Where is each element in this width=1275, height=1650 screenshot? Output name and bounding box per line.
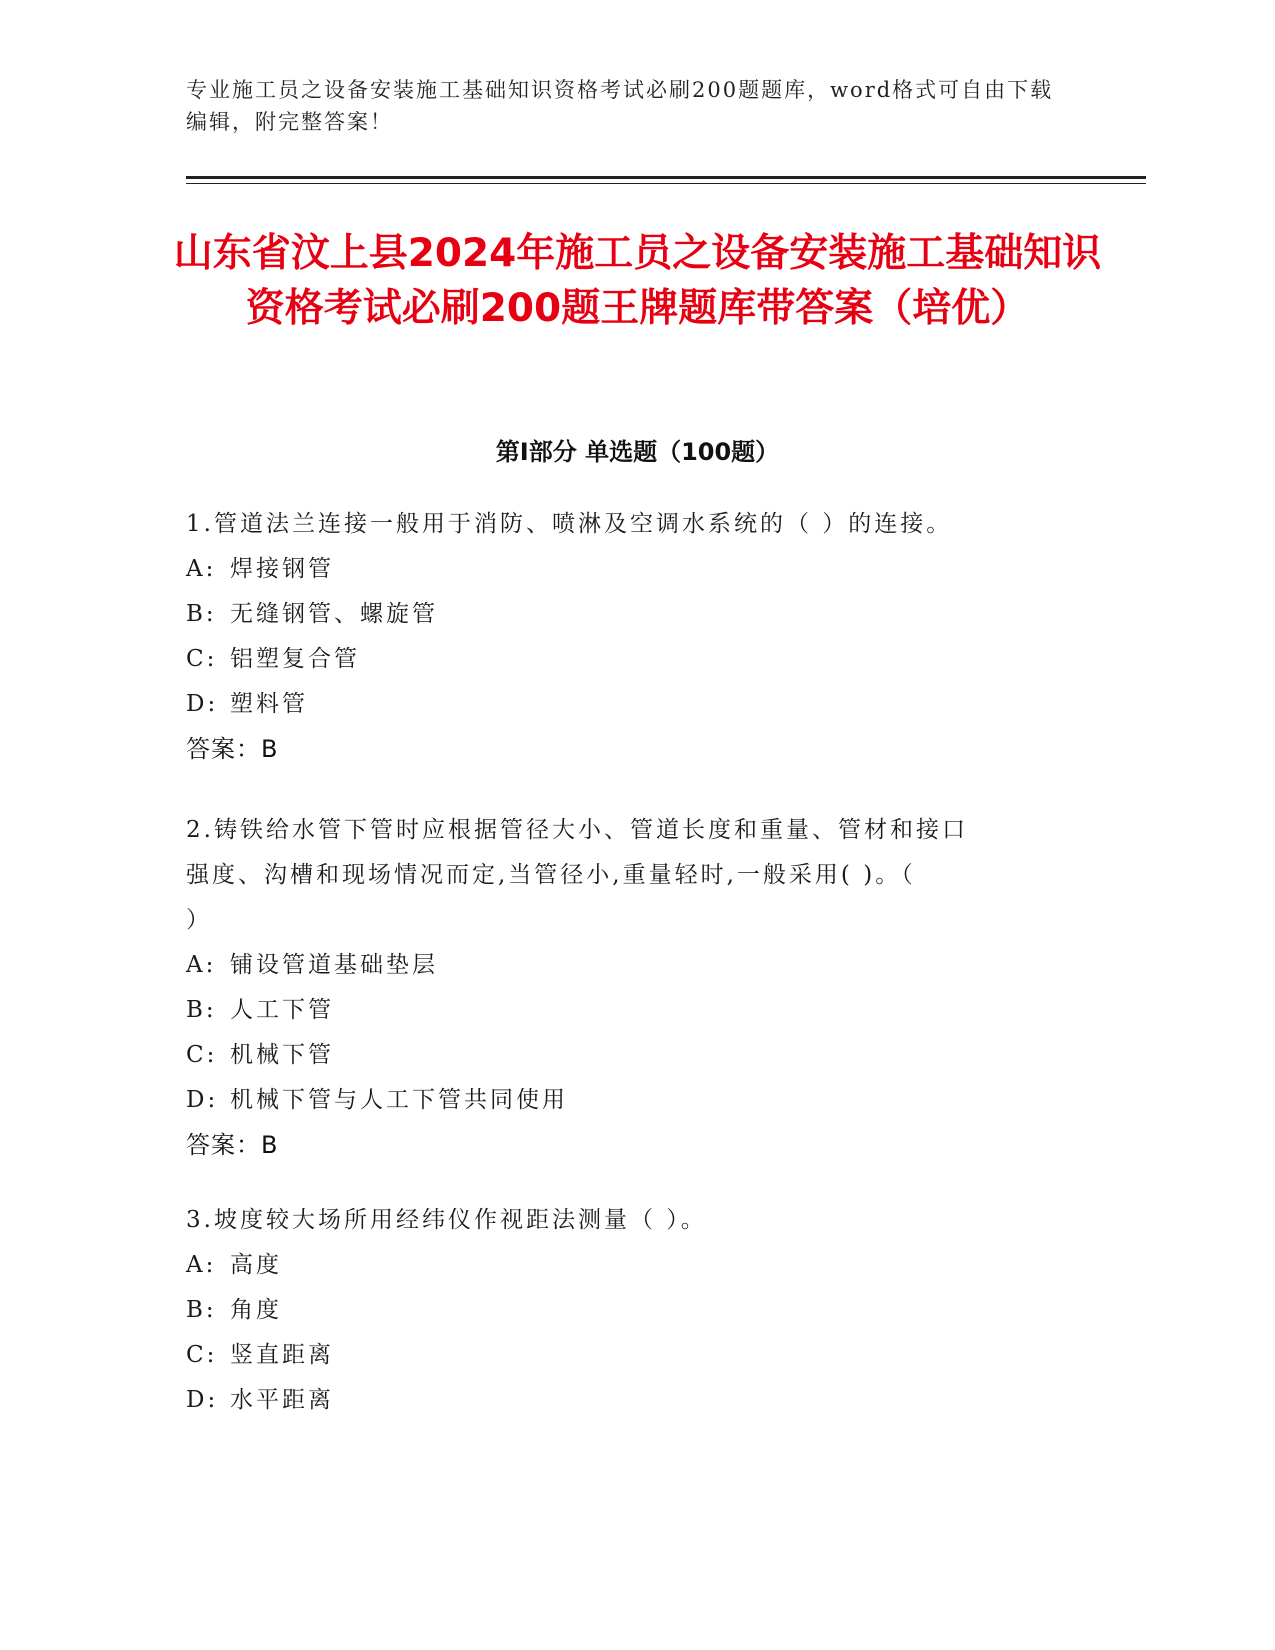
header-divider-thin — [186, 183, 1146, 184]
option-d — [186, 1078, 1066, 1123]
question-stem-line-2: 强度、沟槽和现场情况而定,当管径小,重量轻时,一般采用( )。（ — [186, 862, 916, 888]
option-text: 无缝钢管、螺旋管 — [230, 601, 438, 627]
option-text: 机械下管与人工下管共同使用 — [230, 1087, 568, 1113]
option-c — [186, 1033, 1066, 1078]
option-text: 塑料管 — [230, 691, 308, 717]
option-key: A: — [186, 952, 217, 978]
header-note: 专业施工员之设备安装施工基础知识资格考试必刷200题题库，word格式可自由下载编辑，附完整答案！ — [186, 78, 1054, 134]
option-key: C: — [186, 646, 218, 672]
option-c — [186, 1333, 1066, 1378]
question-1 — [186, 502, 1066, 772]
option-text: 竖直距离 — [230, 1342, 334, 1368]
option-key: D: — [186, 1087, 219, 1113]
question-stem-line-3: ） — [186, 907, 212, 933]
option-b — [186, 592, 1066, 637]
answer-line: 答案：B — [186, 1131, 279, 1159]
option-text: 高度 — [230, 1252, 282, 1278]
option-key: C: — [186, 1042, 218, 1068]
option-text: 铝塑复合管 — [230, 646, 360, 672]
option-c — [186, 637, 1066, 682]
option-d — [186, 1378, 1066, 1423]
question-stem: 3.坡度较大场所用经纬仪作视距法测量（ ）。 — [186, 1207, 707, 1233]
option-b — [186, 988, 1066, 1033]
section-heading: 第Ⅰ部分 单选题（100题） — [495, 438, 780, 466]
option-text: 人工下管 — [230, 997, 334, 1023]
question-stem-line-1: 2.铸铁给水管下管时应根据管径大小、管道长度和重量、管材和接口 — [186, 817, 968, 843]
option-b — [186, 1288, 1066, 1333]
question-stem: 1.管道法兰连接一般用于消防、喷淋及空调水系统的（ ）的连接。 — [186, 511, 953, 537]
option-key: D: — [186, 691, 219, 717]
option-text: 角度 — [230, 1297, 282, 1323]
option-d — [186, 682, 1066, 727]
option-key: A: — [186, 1252, 217, 1278]
option-key: B: — [186, 1297, 217, 1323]
document-title: 山东省汶上县2024年施工员之设备安装施工基础知识资格考试必刷200题王牌题库带答案（培优） — [173, 231, 1102, 331]
option-key: B: — [186, 601, 217, 627]
option-text: 水平距离 — [230, 1387, 334, 1413]
header-divider-thick — [186, 176, 1146, 179]
question-3 — [186, 1198, 1066, 1423]
option-key: A: — [186, 556, 217, 582]
answer-line: 答案：B — [186, 735, 279, 763]
option-a — [186, 547, 1066, 592]
option-a — [186, 1243, 1066, 1288]
option-a — [186, 943, 1066, 988]
option-key: B: — [186, 997, 217, 1023]
option-text: 机械下管 — [230, 1042, 334, 1068]
question-2 — [186, 808, 1066, 1168]
option-text: 铺设管道基础垫层 — [230, 952, 438, 978]
option-text: 焊接钢管 — [230, 556, 334, 582]
option-key: D: — [186, 1387, 219, 1413]
option-key: C: — [186, 1342, 218, 1368]
